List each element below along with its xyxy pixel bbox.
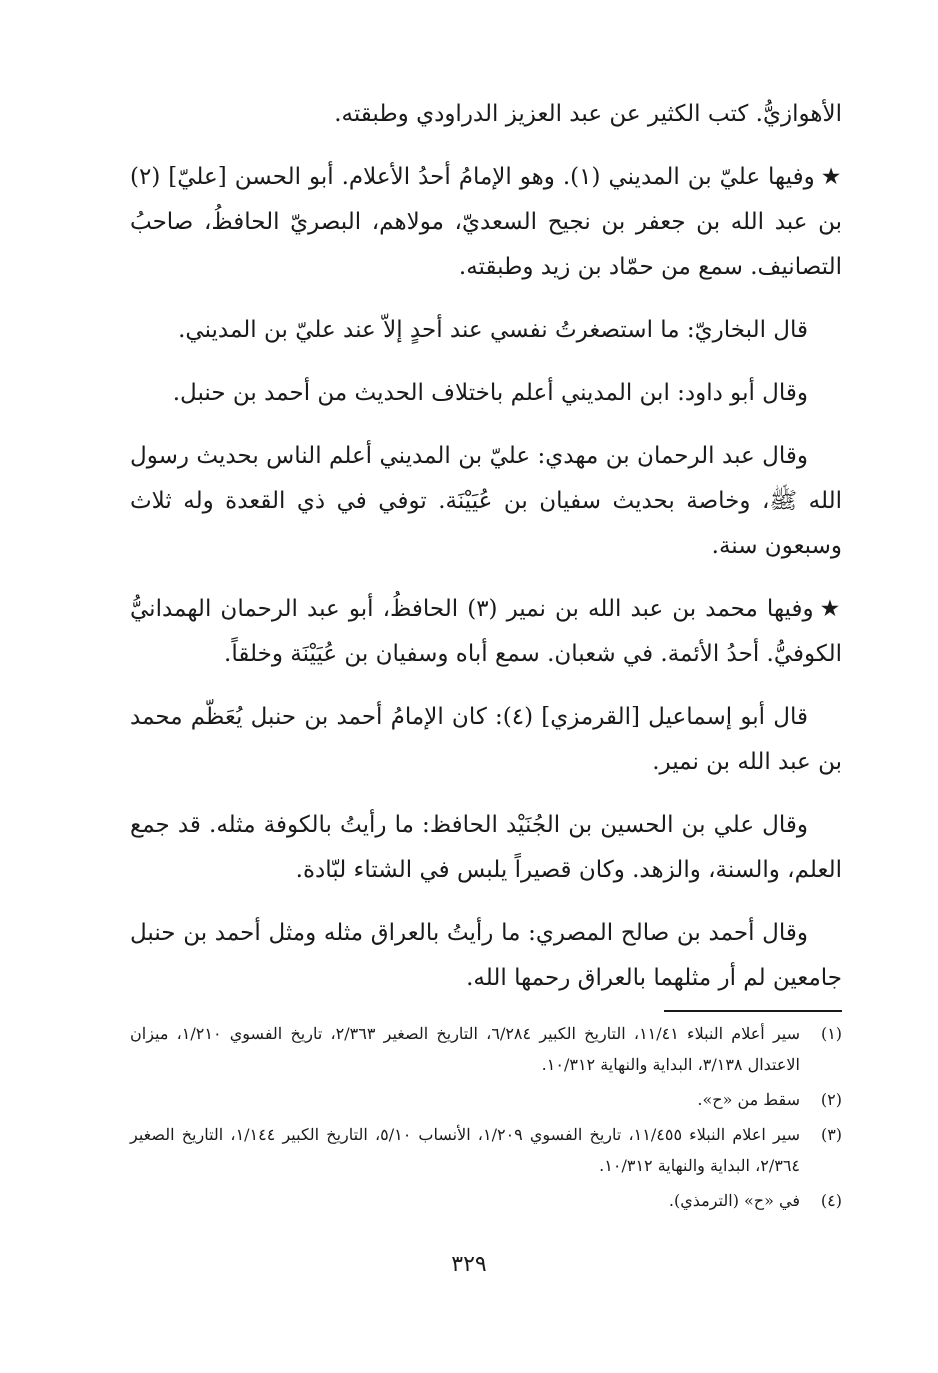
paragraph-3 — [130, 308, 842, 353]
star-icon: ★ — [819, 596, 842, 622]
footnote-3 — [130, 1119, 842, 1181]
footnote-number: (١) — [820, 1024, 843, 1043]
paragraph-8 — [130, 803, 842, 893]
paragraph-4 — [130, 371, 842, 416]
paragraph-text: الأهوازيُّ. كتب الكثير عن عبد العزيز الدراودي وطبقته. — [334, 101, 842, 127]
main-text — [130, 92, 842, 1019]
star-icon: ★ — [820, 164, 842, 190]
paragraph-text: قال أبو إسماعيل [القرمزي] (٤): كان الإمامُ أحمد بن حنبل يُعَظّم محمد بن عبد الله بن نمير. — [130, 704, 842, 775]
paragraph-7 — [130, 695, 842, 785]
footnotes — [130, 1018, 842, 1220]
paragraph-text: وقال عبد الرحمان بن مهدي: عليّ بن المديني أعلم الناس بحديث رسول الله ﷺ، وخاصة بحديث سفيان بن عُيَيْنَة. توفي في ذي القعدة وله ثلاث وسبعون سنة. — [130, 443, 842, 559]
footnote-number: (٤) — [820, 1191, 842, 1210]
footnote-text: في «ح» (الترمذي). — [668, 1191, 800, 1210]
footnote-1 — [130, 1018, 842, 1080]
footnote-2 — [130, 1084, 842, 1115]
paragraph-text: قال البخاريّ: ما استصغرتُ نفسي عند أحدٍ إلاّ عند عليّ بن المديني. — [178, 317, 808, 343]
paragraph-text: وفيها عليّ بن المديني (١). وهو الإمامُ أحدُ الأعلام. أبو الحسن [عليّ] (٢) بن عبد الله بن جعفر بن نجيح السعديّ، مولاهم، البصريّ الحافظُ، صاحبُ التصانيف. سمع من حمّاد بن زيد وطبقته. — [130, 164, 842, 280]
footnote-number: (٢) — [820, 1090, 842, 1109]
footnote-text: سير اعلام النبلاء ١١/٤٥٥، تاريخ الفسوي ١/٢٠٩، الأنساب ٥/١٠، التاريخ الكبير ١/١٤٤، التاريخ الصغير ٢/٣٦٤، البداية والنهاية ١٠/٣١٢. — [130, 1125, 801, 1175]
paragraph-1 — [130, 92, 842, 137]
footnote-number: (٣) — [820, 1125, 843, 1144]
footnote-divider — [664, 1010, 842, 1012]
footnote-text: سير أعلام النبلاء ١١/٤١، التاريخ الكبير ٦/٢٨٤، التاريخ الصغير ٢/٣٦٣، تاريخ الفسوي ١/٢١٠، ميزان الاعتدال ٣/١٣٨، البداية والنهاية ١٠/٣١٢. — [130, 1024, 801, 1074]
page-number: ٣٢٩ — [451, 1252, 487, 1277]
paragraph-2 — [130, 155, 842, 290]
paragraph-5 — [130, 434, 842, 569]
paragraph-text: وقال علي بن الحسين بن الجُنَيْد الحافظ: ما رأيتُ بالكوفة مثله. قد جمع العلم، والسنة، والزهد. وكان قصيراً يلبس في الشتاء لبّادة. — [130, 812, 842, 883]
paragraph-text: وقال أبو داود: ابن المديني أعلم باختلاف الحديث من أحمد بن حنبل. — [172, 380, 808, 406]
paragraph-6 — [130, 587, 842, 677]
paragraph-text: وقال أحمد بن صالح المصري: ما رأيتُ بالعراق مثله ومثل أحمد بن حنبل جامعين لم أر مثلهما بالعراق رحمها الله. — [130, 920, 842, 991]
footnote-4 — [130, 1185, 842, 1216]
paragraph-9 — [130, 911, 842, 1001]
footnote-text: سقط من «ح». — [697, 1090, 800, 1109]
paragraph-text: وفيها محمد بن عبد الله بن نمير (٣) الحافظُ، أبو عبد الرحمان الهمدانيُّ الكوفيُّ. أحدُ الأئمة. في شعبان. سمع أباه وسفيان بن عُيَيْنَة وخلقاً. — [130, 596, 842, 667]
